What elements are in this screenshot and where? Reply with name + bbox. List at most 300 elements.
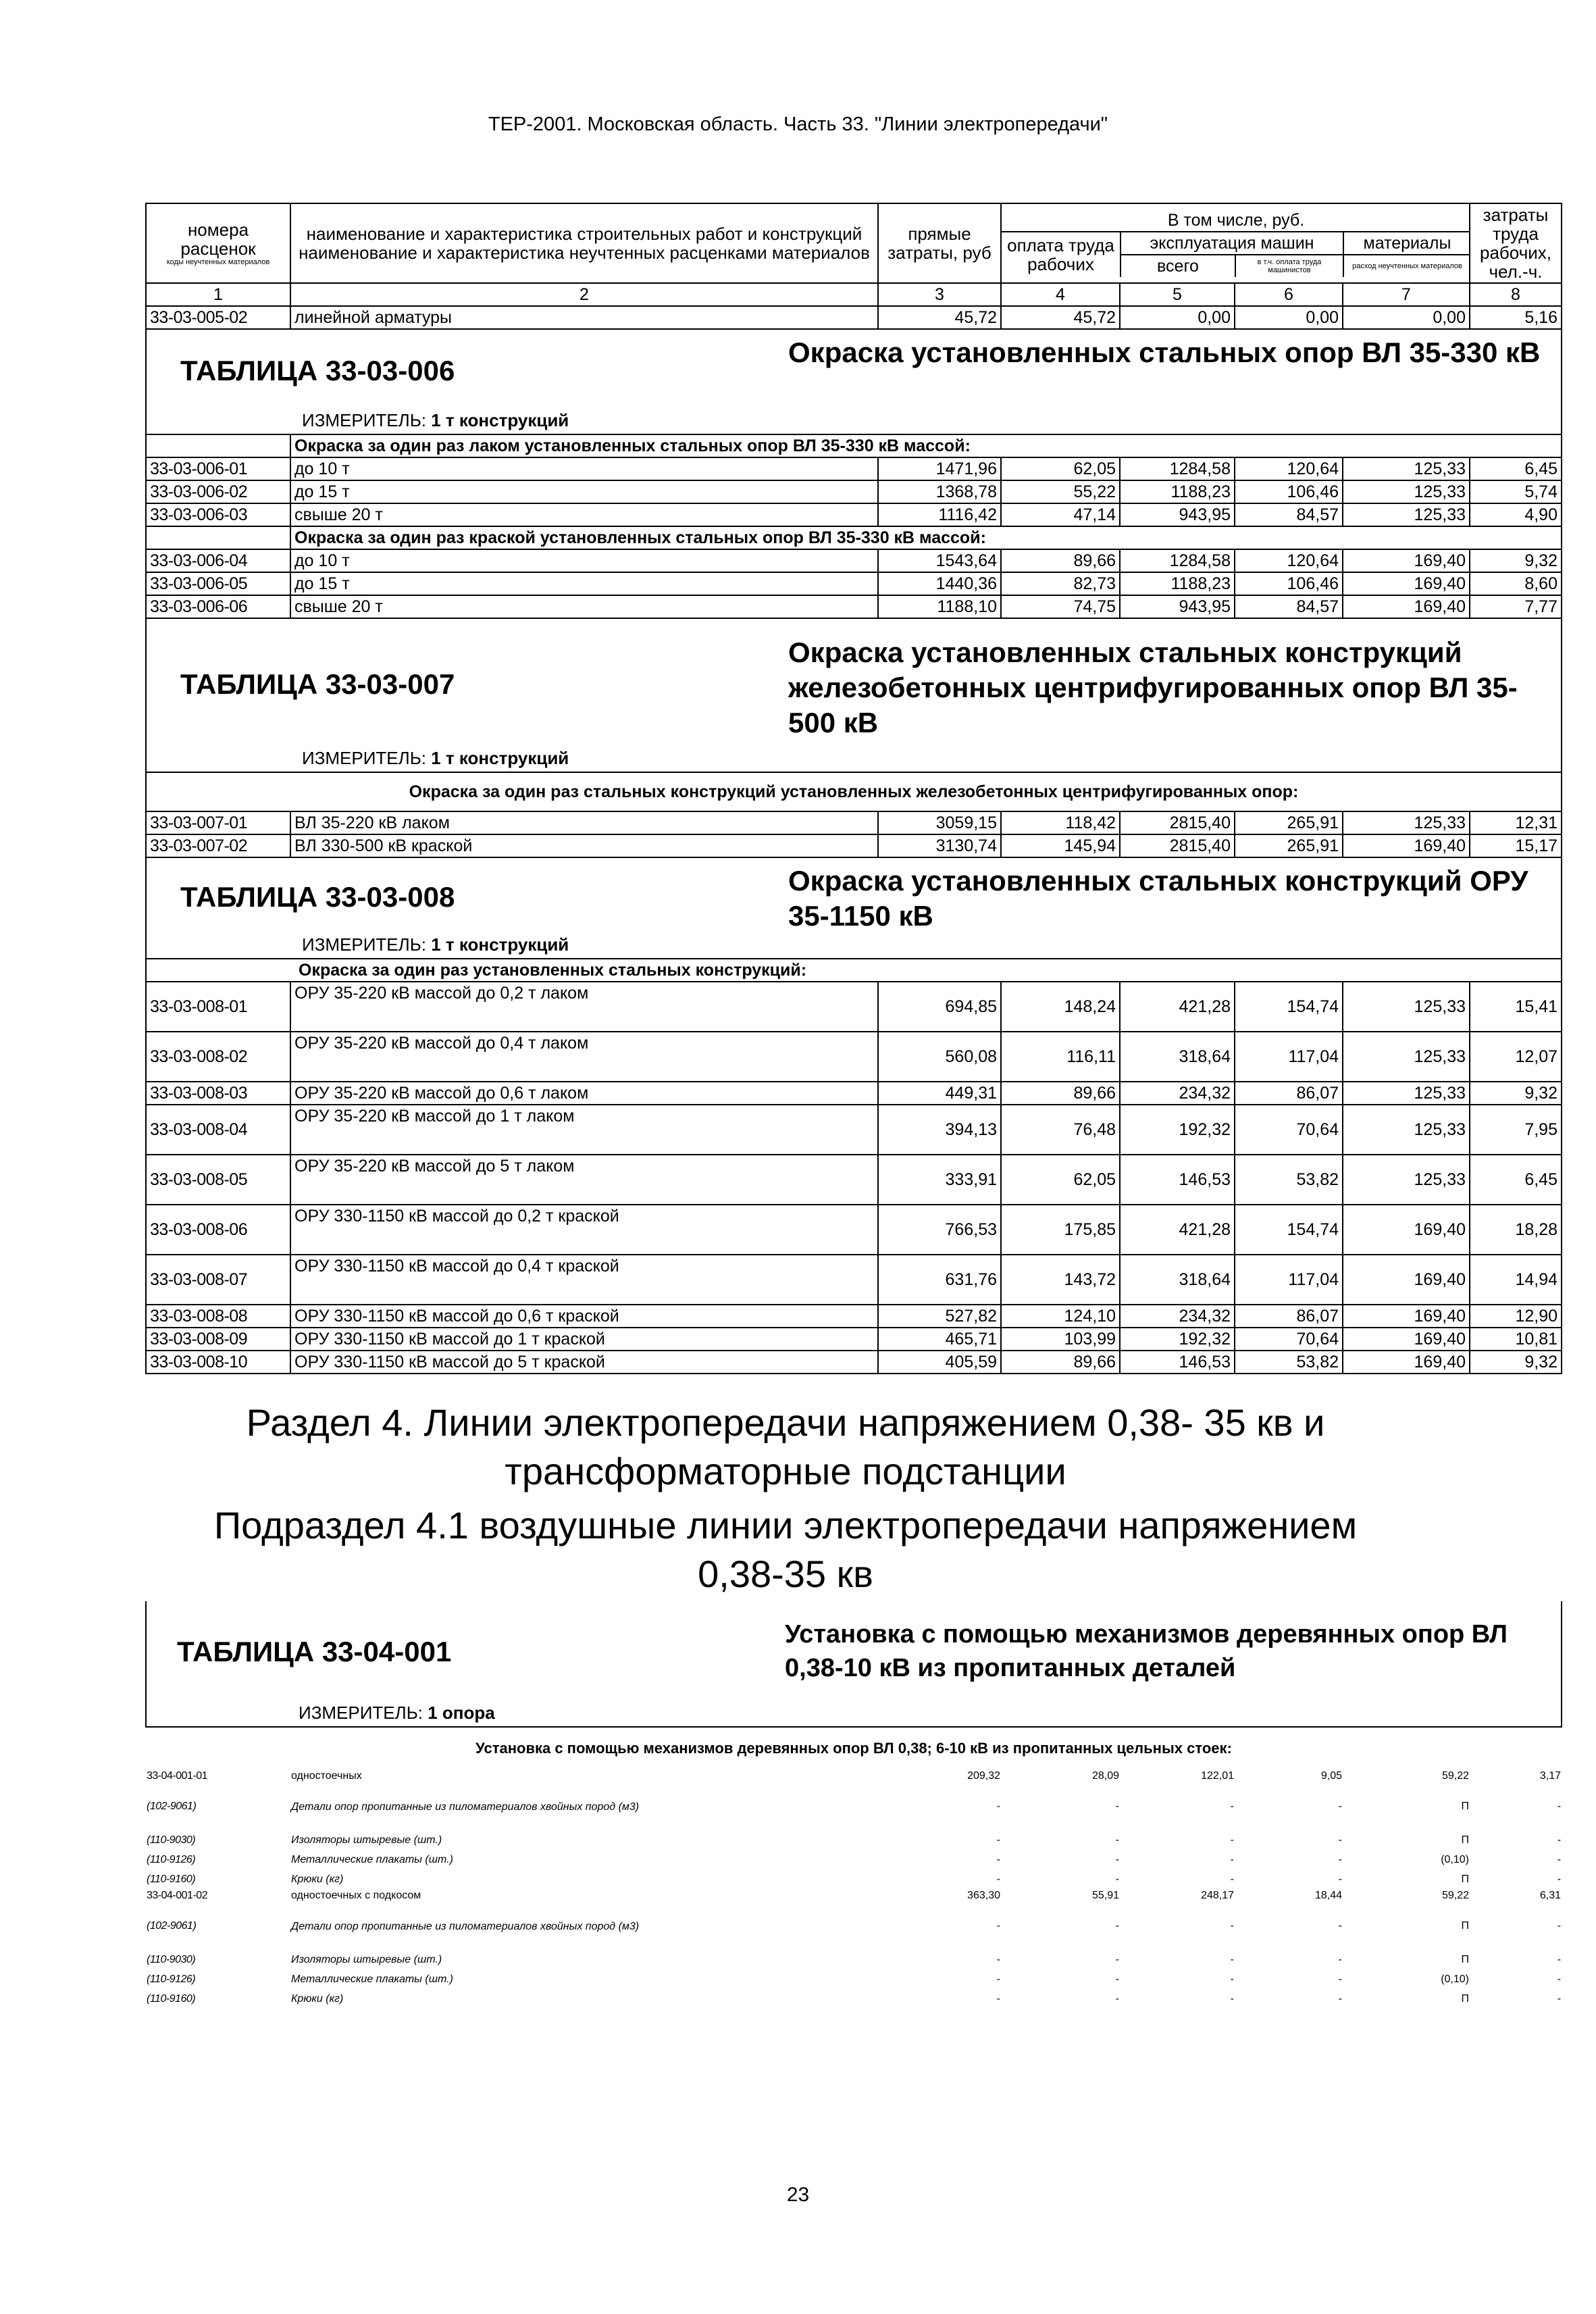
cell-value: 7,95 [1470,1105,1562,1155]
table-row [146,503,1562,526]
col-unaccounted-materials: расход неучтенных материалов [1352,262,1462,270]
cell-value: 12,90 [1470,1305,1562,1328]
table-title-block [146,857,1562,959]
cell-value: 120,64 [1235,457,1343,480]
table-row [146,572,1562,595]
col-num: 3 [878,283,1001,306]
cell-value: 449,31 [878,1082,1001,1105]
col-num: 2 [290,283,878,306]
cell-value: 146,53 [1120,1155,1235,1205]
cell-value: - [1230,1853,1234,1865]
cell-value: 192,32 [1120,1105,1235,1155]
table-label: ТАБЛИЦА 33-04-001 [177,1636,452,1667]
table-title: Окраска установленных стальных конструкций ОРУ 35-1150 кВ [788,865,1528,932]
cell-value: 169,40 [1343,834,1470,857]
cell-value: - [1557,1953,1562,1965]
rates-sheet [145,203,1558,1374]
cell-value: - [996,1801,1000,1812]
work-name: ОРУ 35-220 кВ массой до 5 т лаком [290,1155,878,1205]
table-row [146,1032,1562,1082]
cell-value: - [1230,1992,1234,2005]
cell-value: - [1230,1873,1234,1885]
work-name: ОРУ 35-220 кВ массой до 1 т лаком [290,1105,878,1155]
cell-value: 3,17 [1539,1770,1562,1782]
table-title-block [146,329,1562,434]
cell-value: 84,57 [1235,595,1343,618]
cell-value: 363,30 [967,1890,1000,1901]
cell-value: 120,64 [1235,549,1343,572]
rate-code: 33-03-008-05 [146,1155,290,1205]
col-num: 6 [1235,283,1343,306]
work-name: до 10 т [290,457,878,480]
cell-value: 15,17 [1470,834,1562,857]
rate-code: 33-03-008-02 [146,1032,290,1082]
cell-value: 6,31 [1539,1890,1562,1901]
table-row [146,1105,1562,1155]
cell-value: 124,10 [1001,1305,1120,1328]
work-name: ОРУ 330-1150 кВ массой до 1 т краской [290,1328,878,1351]
cell-value: 47,14 [1001,503,1120,526]
rate-code: 33-03-008-06 [146,1205,290,1255]
cell-value: 125,33 [1343,811,1470,834]
table-title: Окраска установленных стальных опор ВЛ 35-330 кВ [788,336,1541,368]
cell-value: 234,32 [1120,1305,1235,1328]
rate-code: (102-9061) [147,1920,197,1932]
col-incl-group [1001,203,1470,283]
col-num: 7 [1343,283,1470,306]
section-title: трансформаторные подстанции [505,1450,1066,1492]
rate-code: (110-9030) [147,1834,196,1846]
cell-value: - [1115,1920,1119,1932]
cell-value: 248,17 [1201,1890,1234,1901]
cell-value: - [996,1834,1000,1846]
cell-value: 9,32 [1470,1082,1562,1105]
cell-value: - [1557,1801,1562,1812]
work-name: Изоляторы штыревые (шт.) [291,1954,442,1965]
work-name: Металлические плакаты (шт.) [291,1854,453,1865]
subtitle: Установка с помощью механизмов деревянных опор ВЛ 0,38; 6-10 кВ из пропитанных цельных стоек: [475,1740,1232,1757]
table-row [146,1769,1562,1783]
cell-value: 12,31 [1470,811,1562,834]
cell-value: 125,33 [1343,457,1470,480]
cell-value: 169,40 [1343,1205,1470,1255]
cell-value: 943,95 [1120,595,1235,618]
cell-value: 1188,23 [1120,572,1235,595]
cell-value: - [1557,1834,1562,1846]
col-num: 1 [146,283,290,306]
cell-value: 28,09 [1091,1770,1119,1782]
cell-value: 6,45 [1470,1155,1562,1205]
cell-value: 59,22 [1441,1890,1469,1901]
cell-value: 694,85 [878,982,1001,1032]
cell-value: - [1115,1953,1119,1965]
rate-code: (102-9061) [147,1801,197,1812]
cell-value: 70,64 [1235,1105,1343,1155]
cell-value: 18,28 [1470,1205,1562,1255]
col-num: 8 [1470,283,1562,306]
cell-value: 421,28 [1120,1205,1235,1255]
col-labor-hours-header: затраты труда рабочих, чел.-ч. [1470,203,1562,283]
table-label: ТАБЛИЦА 33-03-006 [180,355,455,386]
rate-code: 33-03-006-03 [146,503,290,526]
table-label: ТАБЛИЦА 33-03-008 [180,881,455,913]
rate-code: 33-03-006-01 [146,457,290,480]
cell-value: П [1461,1834,1469,1846]
table-row [146,1989,1562,2009]
cell-value: - [996,1873,1000,1885]
cell-value: - [1338,1834,1342,1846]
cell-value: - [996,1853,1000,1865]
cell-value: 2815,40 [1120,834,1235,857]
table-meter: ИЗМЕРИТЕЛЬ: 1 т конструкций [302,934,569,955]
work-name: Изоляторы штыревые (шт.) [291,1834,442,1846]
section-heading [145,1399,1426,1599]
table-row [146,1328,1562,1351]
cell-value: 15,41 [1470,982,1562,1032]
cell-value: 117,04 [1235,1032,1343,1082]
work-name: Крюки (кг) [291,1993,344,2005]
work-name: ОРУ 35-220 кВ массой до 0,2 т лаком [290,982,878,1032]
work-name: до 15 т [290,480,878,503]
cell-value: 55,22 [1001,480,1120,503]
cell-value: П [1461,1953,1469,1965]
cell-value: 169,40 [1343,549,1470,572]
cell-value: - [1115,1992,1119,2005]
cell-value: 209,32 [967,1770,1000,1782]
cell-value: 2815,40 [1120,811,1235,834]
cell-value: 265,91 [1235,811,1343,834]
cell-value: 318,64 [1120,1032,1235,1082]
table-row [146,1255,1562,1305]
cell-value: 89,66 [1001,549,1120,572]
rate-code: 33-04-001-02 [147,1890,208,1901]
col-machinist-pay: в т.ч. оплата труда машинистов [1235,255,1343,277]
cell-value: 122,01 [1201,1770,1234,1782]
table-row [146,1889,1562,1903]
work-name: ОРУ 35-220 кВ массой до 0,4 т лаком [290,1032,878,1082]
table-title: Установка с помощью механизмов деревянных опор ВЛ 0,38-10 кВ из пропитанных деталей [785,1620,1508,1682]
cell-value: - [1115,1801,1119,1812]
work-name: до 15 т [290,572,878,595]
table-row [146,1869,1562,1889]
table-title-block [146,618,1562,772]
cell-value: 143,72 [1001,1255,1120,1305]
cell-value: 169,40 [1343,595,1470,618]
cell-value: 1543,64 [878,549,1001,572]
work-name: одностоечных [291,1770,362,1782]
subtitle: Окраска за один раз стальных конструкций установленных железобетонных центрифугированных опор: [146,772,1562,811]
cell-value: (0,10) [1441,1853,1469,1865]
cell-value: - [1557,1973,1562,1985]
rate-code: 33-03-007-02 [146,834,290,857]
cell-value: 82,73 [1001,572,1120,595]
rate-code: 33-03-006-04 [146,549,290,572]
cell-value: 106,46 [1235,572,1343,595]
table-title-block [146,1601,1562,1727]
cell-value: 125,33 [1343,1105,1470,1155]
rate-code: 33-03-008-07 [146,1255,290,1305]
rate-code: 33-03-007-01 [146,811,290,834]
cell-value: 125,33 [1343,503,1470,526]
cell-value: 146,53 [1120,1351,1235,1374]
cell-value: 10,81 [1470,1328,1562,1351]
cell-value: 12,07 [1470,1032,1562,1082]
cell-value: 560,08 [878,1032,1001,1082]
rate-code: 33-03-006-02 [146,480,290,503]
incl-label: В том числе, руб. [1002,209,1470,232]
cell-value: 148,24 [1001,982,1120,1032]
table-row: 33-03-005-02 линейной арматуры 45,72 45,72 0,00 0,00 0,00 5,16 [146,306,1562,329]
cell-value: 7,77 [1470,595,1562,618]
cell-value: 62,05 [1001,1155,1120,1205]
work-name: свыше 20 т [290,503,878,526]
cell-value: - [996,1953,1000,1965]
cell-value: 169,40 [1343,1351,1470,1374]
work-name: ОРУ 35-220 кВ массой до 0,6 т лаком [290,1082,878,1105]
work-name: свыше 20 т [290,595,878,618]
cell-value: 125,33 [1343,982,1470,1032]
page-header: ТЕР-2001. Московская область. Часть 33. "Линии электропередачи" [488,114,1108,135]
col-direct-cost-header: прямые затраты, руб [878,203,1001,283]
cell-value: 265,91 [1235,834,1343,857]
subtitle: Окраска за один раз установленных стальных конструкций: [146,959,1562,982]
cell-value: 117,04 [1235,1255,1343,1305]
cell-value: - [1338,1920,1342,1932]
cell-value: 766,53 [878,1205,1001,1255]
cell-value: 154,74 [1235,1205,1343,1255]
table-row [146,1783,1562,1830]
table-row [146,549,1562,572]
cell-value: - [1230,1834,1234,1846]
cell-value: - [1557,1992,1562,2005]
cell-value: П [1461,1920,1469,1932]
cell-value: 1284,58 [1120,549,1235,572]
work-name: Металлические плакаты (шт.) [291,1973,453,1985]
table-meter: ИЗМЕРИТЕЛЬ: 1 т конструкций [302,748,569,768]
table-33-04-001 [145,1601,1562,2009]
work-name: ВЛ 330-500 кВ краской [290,834,878,857]
subsection-title: 0,38-35 кв [698,1553,873,1595]
table-row [146,982,1562,1032]
table-row [146,1950,1562,1969]
rate-code: 33-03-008-10 [146,1351,290,1374]
table-row [146,1205,1562,1255]
cell-value: 1116,42 [878,503,1001,526]
table-row [146,811,1562,834]
cell-value: - [1115,1853,1119,1865]
cell-value: 125,33 [1343,1155,1470,1205]
cell-value: 53,82 [1235,1351,1343,1374]
work-name: одностоечных с подкосом [291,1890,421,1901]
cell-value: 8,60 [1470,572,1562,595]
cell-value: - [1230,1973,1234,1985]
work-name: Детали опор пропитанные из пиломатериалов хвойных пород (м3) [291,1801,640,1813]
cell-value: - [1230,1920,1234,1932]
cell-value: 125,33 [1343,480,1470,503]
rate-code: (110-9126) [147,1973,196,1985]
cell-value: - [1557,1853,1562,1865]
table-label: ТАБЛИЦА 33-03-007 [180,668,455,700]
cell-value: 3059,15 [878,811,1001,834]
cell-value: - [1338,1801,1342,1812]
cell-value: 70,64 [1235,1328,1343,1351]
cell-value: - [996,1992,1000,2005]
work-name: ОРУ 330-1150 кВ массой до 5 т краской [290,1351,878,1374]
cell-value: 125,33 [1343,1032,1470,1082]
cell-value: 154,74 [1235,982,1343,1032]
cell-value: 116,11 [1001,1032,1120,1082]
section-title: Раздел 4. Линии электропередачи напряжением 0,38- 35 кв и [246,1401,1325,1444]
rate-code: 33-03-008-09 [146,1328,290,1351]
cell-value: 6,45 [1470,457,1562,480]
rate-code: 33-03-008-01 [146,982,290,1032]
col-labor-pay-header: оплата труда рабочих [1002,232,1121,277]
cell-value: П [1461,1801,1469,1812]
cell-value: 145,94 [1001,834,1120,857]
cell-value: 14,94 [1470,1255,1562,1305]
cell-value: 9,05 [1320,1770,1342,1782]
rate-code: (110-9126) [147,1853,196,1865]
cell-value: 394,13 [878,1105,1001,1155]
page-number: 23 [786,2184,810,2206]
table-row [146,1903,1562,1950]
table-row [146,1155,1562,1205]
cell-value: 4,90 [1470,503,1562,526]
rate-code: 33-03-006-05 [146,572,290,595]
rate-code: 33-03-006-06 [146,595,290,618]
cell-value: 106,46 [1235,480,1343,503]
cell-value: 943,95 [1120,503,1235,526]
cell-value: (0,10) [1441,1973,1469,1985]
col-codes-header: номера расценок коды неучтенных материалов [146,203,290,283]
cell-value: 125,33 [1343,1082,1470,1105]
cell-value: - [1230,1953,1234,1965]
rate-code: (110-9160) [147,1873,196,1885]
cell-value: 465,71 [878,1328,1001,1351]
cell-value: - [1115,1873,1119,1885]
rate-code: 33-04-001-01 [147,1770,208,1782]
rate-code: (110-9030) [147,1953,196,1965]
cell-value: 55,91 [1091,1890,1119,1901]
cell-value: 192,32 [1120,1328,1235,1351]
cell-value: 1188,23 [1120,480,1235,503]
work-name: Детали опор пропитанные из пиломатериалов хвойных пород (м3) [291,1920,640,1932]
table-row [146,457,1562,480]
cell-value: 405,59 [878,1351,1001,1374]
col-materials-group: материалы [1343,232,1470,255]
cell-value: 1471,96 [878,457,1001,480]
cell-value: 1440,36 [878,572,1001,595]
rate-code: 33-03-008-04 [146,1105,290,1155]
cell-value: 169,40 [1343,1305,1470,1328]
cell-value: 5,74 [1470,480,1562,503]
cell-value: 169,40 [1343,1328,1470,1351]
cell-value: 3130,74 [878,834,1001,857]
header-table [145,203,1562,1374]
cell-value: 9,32 [1470,549,1562,572]
cell-value: 318,64 [1120,1255,1235,1305]
cell-value: 59,22 [1441,1770,1469,1782]
cell-value: - [1338,1953,1342,1965]
table-row [146,595,1562,618]
work-name: до 10 т [290,549,878,572]
cell-value: 1368,78 [878,480,1001,503]
cell-value: - [996,1920,1000,1932]
table-row [146,1850,1562,1869]
cell-value: 84,57 [1235,503,1343,526]
cell-value: 103,99 [1001,1328,1120,1351]
table-row [146,480,1562,503]
cell-value: 89,66 [1001,1082,1120,1105]
cell-value: - [1338,1873,1342,1885]
rates-sheet-2 [145,1601,1562,2009]
col-num: 5 [1120,283,1235,306]
cell-value: - [996,1973,1000,1985]
cell-value: 333,91 [878,1155,1001,1205]
table-meter: ИЗМЕРИТЕЛЬ: 1 опора [299,1703,495,1723]
cell-value: 76,48 [1001,1105,1120,1155]
work-name: ВЛ 35-220 кВ лаком [290,811,878,834]
cell-value: - [1338,1853,1342,1865]
cell-value: - [1338,1992,1342,2005]
table-row [146,1969,1562,1989]
rate-code: (110-9160) [147,1992,196,2005]
cell-value: 89,66 [1001,1351,1120,1374]
cell-value: 86,07 [1235,1305,1343,1328]
work-name: ОРУ 330-1150 кВ массой до 0,4 т краской [290,1255,878,1305]
cell-value: 169,40 [1343,1255,1470,1305]
col-machines-total: всего [1121,255,1235,277]
cell-value: 9,32 [1470,1351,1562,1374]
table-title: Окраска установленных стальных конструкций железобетонных центрифугированных опор ВЛ 35-500 кВ [788,636,1518,738]
table-row [146,1830,1562,1850]
work-name: ОРУ 330-1150 кВ массой до 0,6 т краской [290,1305,878,1328]
cell-value: - [1557,1920,1562,1932]
col-machines-group: эксплуатация машин [1121,232,1343,255]
cell-value: П [1461,1873,1469,1885]
rate-code: 33-03-008-03 [146,1082,290,1105]
cell-value: 1284,58 [1120,457,1235,480]
table-row [146,1351,1562,1374]
cell-value: 527,82 [878,1305,1001,1328]
cell-value: 421,28 [1120,982,1235,1032]
subsection-title: Подраздел 4.1 воздушные линии электропередачи напряжением [213,1504,1358,1546]
cell-value: 74,75 [1001,595,1120,618]
cell-value: 86,07 [1235,1082,1343,1105]
subtitle: Окраска за один раз краской установленных стальных опор ВЛ 35-330 кВ массой: [290,526,1562,549]
cell-value: - [1230,1801,1234,1812]
cell-value: 53,82 [1235,1155,1343,1205]
col-name-header: наименование и характеристика строительных работ и конструкций наименование и характеристика неучтенных расценками материалов [290,203,878,283]
cell-value: - [1115,1834,1119,1846]
cell-value: 175,85 [1001,1205,1120,1255]
cell-value: - [1338,1973,1342,1985]
cell-value: 1188,10 [878,595,1001,618]
table-row [146,834,1562,857]
cell-value: 118,42 [1001,811,1120,834]
cell-value: 62,05 [1001,457,1120,480]
table-row [146,1082,1562,1105]
col-num: 4 [1001,283,1120,306]
cell-value: 234,32 [1120,1082,1235,1105]
cell-value: 169,40 [1343,572,1470,595]
subtitle: Окраска за один раз лаком установленных стальных опор ВЛ 35-330 кВ массой: [290,434,1562,457]
cell-value: 18,44 [1314,1890,1342,1901]
cell-value: - [1115,1973,1119,1985]
rate-code: 33-03-008-08 [146,1305,290,1328]
table-meter: ИЗМЕРИТЕЛЬ: 1 т конструкций [302,410,569,430]
work-name: Крюки (кг) [291,1873,344,1885]
